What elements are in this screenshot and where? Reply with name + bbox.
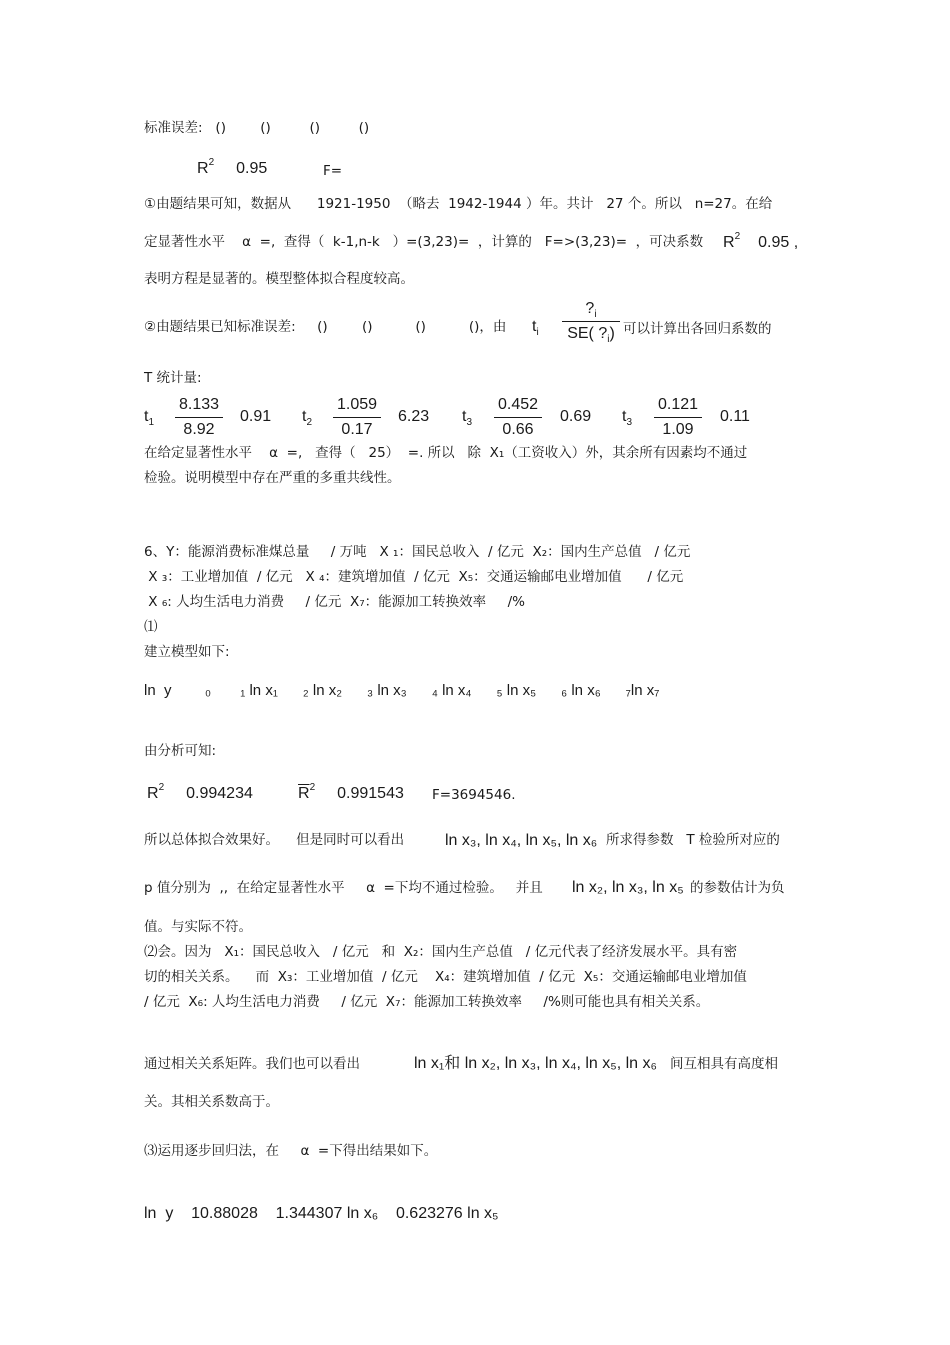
t1-symbol: $t_1$ bbox=[144, 408, 155, 428]
paragraph-2-line-3: 在给定显著性水平 α =, 查得（ 25） =. 所以 除 X₁（工资收入）外，其余所有因素均不通过 bbox=[144, 445, 748, 461]
t2-fraction: $\frac{1.059}{0.17}$ bbox=[333, 396, 381, 439]
part-1-marker: ⑴ bbox=[144, 619, 158, 635]
t3-fraction: $\frac{0.452}{0.66}$ bbox=[494, 396, 542, 439]
paragraph-1-line-3: 表明方程是显著的。模型整体拟合程度较高。 bbox=[144, 271, 414, 287]
question-6-line-2: X ₃：工业增加值 / 亿元 X ₄：建筑增加值 / 亿元 X₅：交通运输邮电业增加值 / 亿元 bbox=[144, 569, 684, 585]
part-2-line-3: / 亿元 X₆: 人均生活电力消费 / 亿元 X₇：能源加工转换效率 /%则可能也具有相关关系。 bbox=[144, 994, 710, 1010]
t-statistic-formula: $\frac{?_i}{SE( ?_i)}$ bbox=[562, 300, 620, 343]
model-label: 建立模型如下: bbox=[144, 644, 230, 660]
analysis-label: 由分析可知: bbox=[144, 743, 217, 759]
r-squared-result: $R^2$ 0.994234 bbox=[147, 782, 253, 802]
fit-line-1-equation: ln x₃, ln x₄, ln x₅, ln x₆ bbox=[445, 832, 598, 849]
fit-line-2-end: 的参数估计为负 bbox=[690, 880, 785, 896]
part-2-line-2: 切的相关关系。 而 X₃：工业增加值 / 亿元 X₄：建筑增加值 / 亿元 X₅：交通运输邮电业增加值 bbox=[144, 969, 747, 985]
correlation-equation: ln x₁和 ln x₂, ln x₃, ln x₄, ln x₅, ln x₆ bbox=[414, 1055, 657, 1072]
t-statistic-label: T 统计量: bbox=[144, 370, 202, 386]
correlation-line-1-end: 间互相具有高度相 bbox=[670, 1056, 778, 1072]
t3-symbol: $t_3$ bbox=[462, 408, 473, 428]
t4-value: 0.11 bbox=[720, 408, 750, 425]
f-statistic-result: F=3694546. bbox=[432, 787, 516, 803]
t-statistic-symbol: $t_i$ bbox=[532, 318, 539, 338]
correlation-line-1-start: 通过相关关系矩阵。我们也可以看出 bbox=[144, 1056, 360, 1072]
part-3-line: ⑶运用逐步回归法，在 α =下得出结果如下。 bbox=[144, 1143, 438, 1159]
paragraph-1-line-2: 定显著性水平 α =, 查得（ k-1,n-k ）=(3,23)= ，计算的 F=>(3,23)= ，可决系数 bbox=[144, 234, 704, 250]
t4-fraction: $\frac{0.121}{1.09}$ bbox=[654, 396, 702, 439]
stepwise-regression-equation: ln y 10.88028 1.344307 ln x₆ 0.623276 ln x₅ bbox=[144, 1205, 499, 1222]
f-statistic-label: F= bbox=[323, 163, 343, 179]
t4-symbol: $t_3$ bbox=[622, 408, 633, 428]
fit-line-2-equation: ln x₂, ln x₃, ln x₅ bbox=[572, 879, 684, 896]
standard-error-label: 标准误差: () () () () bbox=[144, 120, 370, 136]
paragraph-2-line-1: ②由题结果已知标准误差: () () () ()，由 bbox=[144, 319, 507, 335]
t2-value: 6.23 bbox=[398, 408, 430, 425]
fit-line-1-end: 所求得参数 T 检验所对应的 bbox=[606, 832, 780, 848]
correlation-line-2: 关。其相关系数高于。 bbox=[144, 1094, 279, 1110]
fit-line-1-start: 所以总体拟合效果好。 但是同时可以看出 bbox=[144, 832, 405, 848]
paragraph-1-line-1: ①由题结果可知，数据从 1921-1950 （略去 1942-1944 ）年。共计 27 个。所以 n=27。在给 bbox=[144, 196, 773, 212]
t1-value: 0.91 bbox=[240, 408, 272, 425]
model-equation: ln y ₀ ₁ ln x₁ ₂ ln x₂ ₃ ln x₃ ₄ ln x₄ ₅ ln x₅ ₆ ln x₆ ₇ln x₇ bbox=[144, 682, 660, 699]
t2-symbol: $t_2$ bbox=[302, 408, 313, 428]
paragraph-2-line-4: 检验。说明模型中存在严重的多重共线性。 bbox=[144, 470, 401, 486]
t1-fraction: $\frac{8.133}{8.92}$ bbox=[175, 396, 223, 439]
question-6-line-1: 6、Y：能源消费标准煤总量 / 万吨 X ₁：国民总收入 / 亿元 X₂：国内生产总值 / 亿元 bbox=[144, 544, 691, 560]
question-6-line-3: X ₆: 人均生活电力消费 / 亿元 X₇：能源加工转换效率 /% bbox=[144, 594, 525, 610]
fit-line-2-start: p 值分别为 ,, 在给定显著性水平 α =下均不通过检验。 并且 bbox=[144, 880, 543, 896]
paragraph-2-tail: 可以计算出各回归系数的 bbox=[623, 321, 772, 337]
paragraph-1-r-squared: $R^2$ 0.95 , bbox=[723, 231, 799, 251]
part-2-line-1: ⑵会。因为 X₁：国民总收入 / 亿元 和 X₂：国内生产总值 / 亿元代表了经济发展水平。具有密 bbox=[144, 944, 738, 960]
r-squared-equation: $R^2$ 0.95 bbox=[197, 157, 268, 177]
fit-line-3: 值。与实际不符。 bbox=[144, 919, 252, 935]
adjusted-r-squared-result: $\overline{R}^2$ 0.991543 bbox=[298, 782, 404, 802]
t3-value: 0.69 bbox=[560, 408, 592, 425]
